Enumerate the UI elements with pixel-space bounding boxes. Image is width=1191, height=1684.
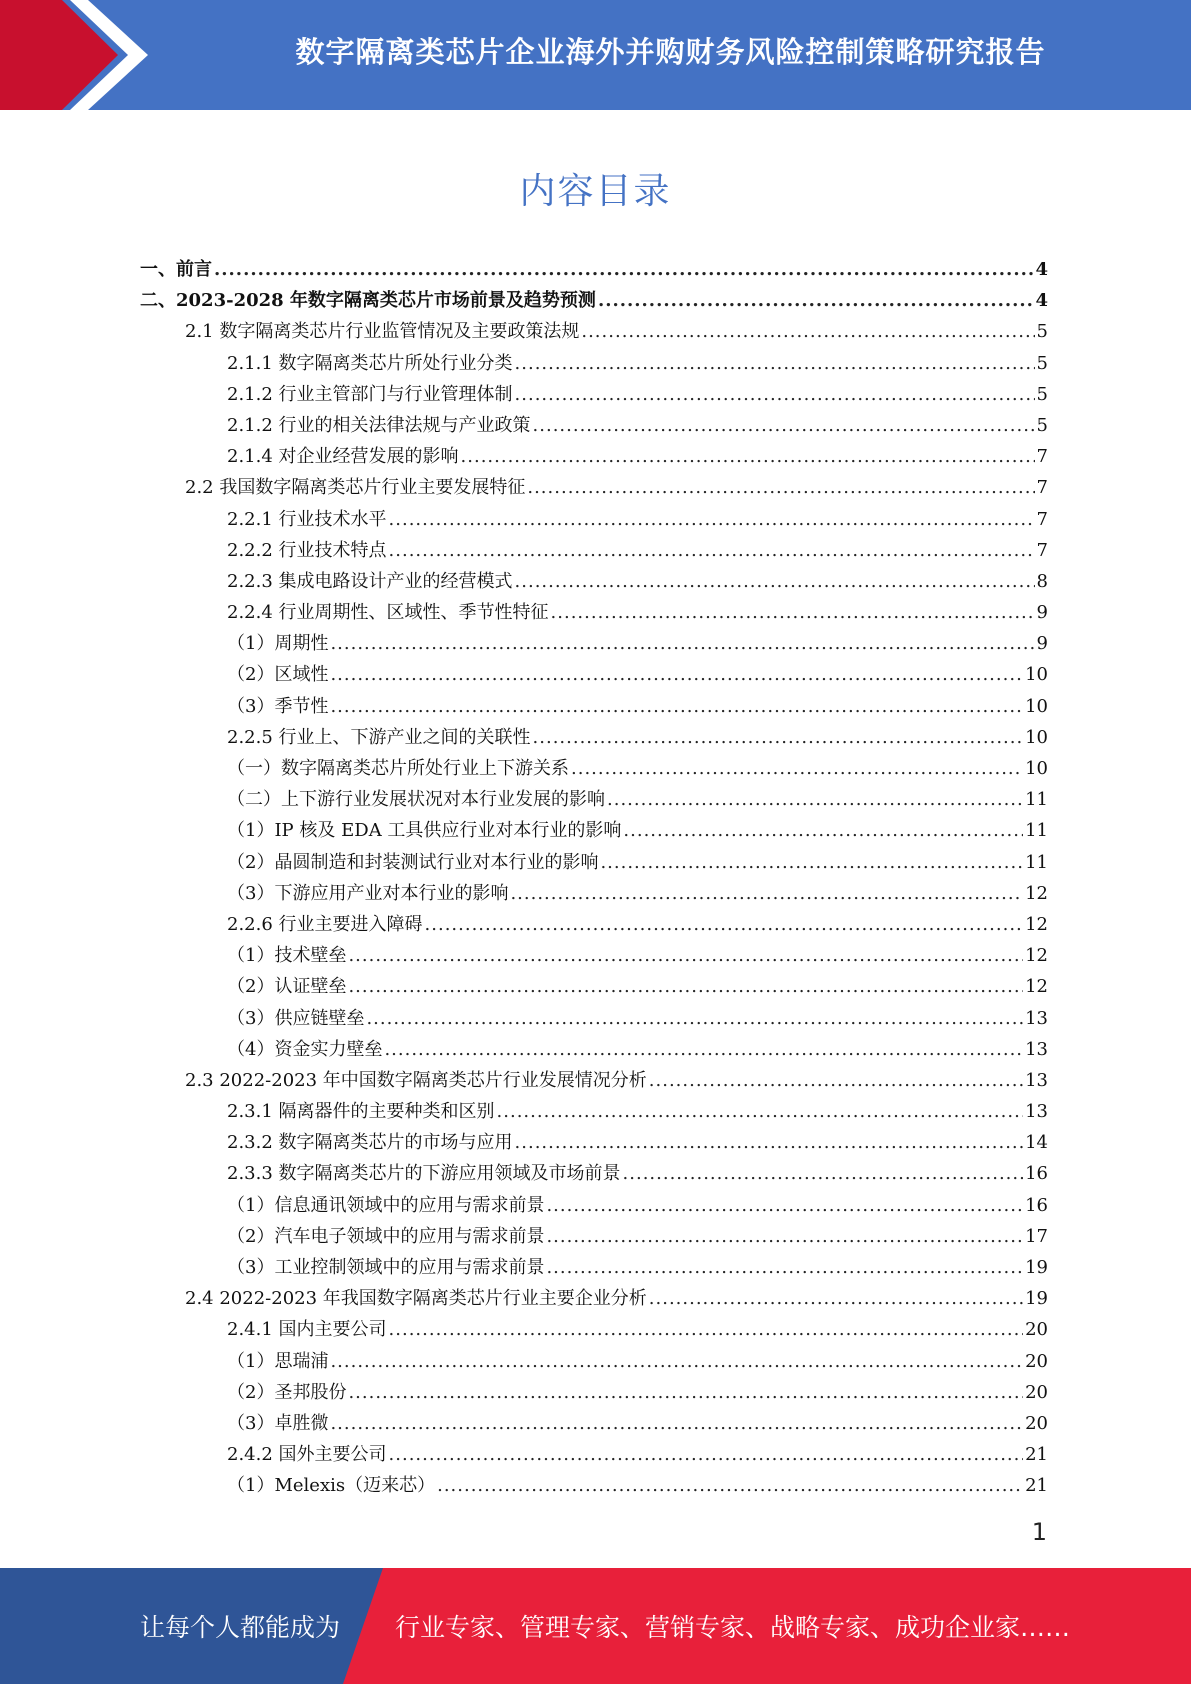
toc-entry-label: 2.1.1 数字隔离类芯片所处行业分类 — [227, 352, 513, 374]
page-number: 1 — [1031, 1518, 1047, 1546]
header-arrow-decoration — [0, 0, 160, 110]
toc-entry-label: 2.2.3 集成电路设计产业的经营模式 — [227, 570, 513, 592]
toc-entry-label: 2.1.4 对企业经营发展的影响 — [227, 446, 459, 468]
toc-entry-page: 7 — [1036, 446, 1048, 468]
toc-entry-label: （3）下游应用产业对本行业的影响 — [227, 882, 509, 904]
toc-entry-page: 9 — [1036, 633, 1048, 655]
toc-entry-label: 2.4.2 国外主要公司 — [227, 1444, 387, 1466]
toc-dot-leader — [546, 1190, 1023, 1221]
toc-entry[interactable] — [140, 1190, 1048, 1221]
toc-dot-leader — [649, 1065, 1023, 1096]
toc-dot-leader — [623, 815, 1023, 846]
toc-entry-label: （1）思瑞浦 — [227, 1350, 329, 1372]
toc-entry-page: 12 — [1025, 976, 1048, 998]
toc-entry-page: 8 — [1036, 570, 1048, 592]
toc-entry[interactable] — [140, 379, 1048, 410]
toc-dot-leader — [623, 1158, 1024, 1189]
toc-entry-label: （1）周期性 — [227, 633, 329, 655]
toc-entry[interactable] — [140, 878, 1048, 909]
toc-dot-leader — [551, 597, 1035, 628]
toc-entry[interactable] — [140, 1252, 1048, 1283]
toc-dot-leader — [348, 971, 1023, 1002]
toc-entry[interactable] — [140, 1439, 1048, 1470]
toc-dot-leader — [389, 504, 1035, 535]
toc-entry-label: 2.3.3 数字隔离类芯片的下游应用领域及市场前景 — [227, 1163, 621, 1185]
toc-entry[interactable] — [140, 1283, 1048, 1314]
toc-entry[interactable] — [140, 410, 1048, 441]
toc-entry-label: 2.4 2022-2023 年我国数字隔离类芯片行业主要企业分析 — [185, 1288, 647, 1310]
toc-entry-label: 2.1 数字隔离类芯片行业监管情况及主要政策法规 — [185, 321, 580, 343]
toc-entry[interactable] — [140, 1346, 1048, 1377]
toc-entry-label: 2.2.2 行业技术特点 — [227, 539, 387, 561]
toc-entry-label: 2.1.2 行业的相关法律法规与产业政策 — [227, 414, 531, 436]
toc-entry-page: 20 — [1025, 1381, 1048, 1403]
toc-entry-page: 5 — [1036, 383, 1048, 405]
toc-entry-page: 10 — [1025, 726, 1048, 748]
toc-entry-page: 11 — [1025, 789, 1048, 811]
toc-entry-label: （3）季节性 — [227, 695, 329, 717]
toc-entry-label: 2.2.4 行业周期性、区域性、季节性特征 — [227, 602, 549, 624]
toc-entry[interactable] — [140, 597, 1048, 628]
toc-dot-leader — [510, 878, 1023, 909]
toc-dot-leader — [515, 566, 1035, 597]
toc-entry-label: 2.4.1 国内主要公司 — [227, 1319, 387, 1341]
footer-slogan-left: 让每个人都能成为 — [140, 1613, 341, 1642]
toc-entry[interactable] — [140, 847, 1048, 878]
toc-dot-leader — [607, 784, 1023, 815]
toc-entry-label: 二、2023-2028 年数字隔离类芯片市场前景及趋势预测 — [140, 290, 596, 312]
toc-entry[interactable] — [140, 441, 1048, 472]
toc-dot-leader — [515, 379, 1035, 410]
toc-entry-label: （3）卓胜微 — [227, 1412, 329, 1434]
toc-entry-label: 2.1.2 行业主管部门与行业管理体制 — [227, 383, 513, 405]
toc-dot-leader — [330, 659, 1023, 690]
toc-dot-leader — [600, 847, 1023, 878]
toc-entry-page: 13 — [1025, 1101, 1048, 1123]
toc-entry-page: 13 — [1025, 1038, 1048, 1060]
toc-entry[interactable] — [140, 815, 1048, 846]
toc-dot-leader — [497, 1096, 1024, 1127]
toc-entry-page: 10 — [1025, 664, 1048, 686]
toc-entry[interactable] — [140, 1003, 1048, 1034]
toc-entry-page: 16 — [1025, 1163, 1048, 1185]
toc-dot-leader — [515, 348, 1035, 379]
toc-entry[interactable] — [140, 348, 1048, 379]
toc-dot-leader — [581, 316, 1034, 347]
toc-dot-leader — [527, 472, 1034, 503]
toc-entry-label: （2）区域性 — [227, 664, 329, 686]
toc-entry-page: 12 — [1025, 882, 1048, 904]
toc-entry[interactable] — [140, 1470, 1048, 1501]
toc-entry-page: 4 — [1035, 259, 1048, 280]
toc-dot-leader — [571, 753, 1023, 784]
toc-entry-page: 7 — [1036, 508, 1048, 530]
toc-entry-page: 11 — [1025, 820, 1048, 842]
toc-entry[interactable] — [140, 1377, 1048, 1408]
toc-entry-label: （4）资金实力壁垒 — [227, 1038, 383, 1060]
toc-entry-label: 一、前言 — [140, 259, 212, 280]
toc-entry[interactable] — [140, 659, 1048, 690]
toc-entry-label: 2.2 我国数字隔离类芯片行业主要发展特征 — [185, 477, 526, 499]
toc-entry[interactable] — [140, 472, 1048, 503]
report-title: 数字隔离类芯片企业海外并购财务风险控制策略研究报告 — [295, 34, 1046, 69]
toc-entry-page: 7 — [1036, 477, 1048, 499]
toc-dot-leader — [598, 285, 1034, 316]
toc-entry-label: （2）圣邦股份 — [227, 1381, 347, 1403]
toc-entry-label: （二）上下游行业发展状况对本行业发展的影响 — [227, 789, 605, 811]
toc-entry-label: 2.2.6 行业主要进入障碍 — [227, 913, 423, 935]
toc-entry-label: 2.2.5 行业上、下游产业之间的关联性 — [227, 726, 531, 748]
toc-entry-label: （3）供应链壁垒 — [227, 1007, 365, 1029]
toc-dot-leader — [533, 410, 1035, 441]
toc-dot-leader — [330, 628, 1034, 659]
toc-entry-page: 10 — [1025, 695, 1048, 717]
toc-dot-leader — [389, 1439, 1024, 1470]
toc-entry-label: 2.3.1 隔离器件的主要种类和区别 — [227, 1101, 495, 1123]
toc-entry-page: 21 — [1025, 1444, 1048, 1466]
toc-entry-page: 13 — [1025, 1069, 1048, 1091]
toc-dot-leader — [437, 1470, 1023, 1501]
toc-entry-label: 2.2.1 行业技术水平 — [227, 508, 387, 530]
toc-entry-page: 20 — [1025, 1319, 1048, 1341]
toc-entry[interactable] — [140, 753, 1048, 784]
toc-entry-label: 2.3.2 数字隔离类芯片的市场与应用 — [227, 1132, 513, 1154]
toc-entry[interactable] — [140, 1127, 1048, 1158]
toc-entry-page: 12 — [1025, 913, 1048, 935]
toc-dot-leader — [425, 909, 1024, 940]
toc-dot-leader — [515, 1127, 1024, 1158]
toc-entry[interactable] — [140, 971, 1048, 1002]
toc-entry[interactable] — [140, 628, 1048, 659]
toc-entry-label: （3）工业控制领域中的应用与需求前景 — [227, 1257, 545, 1278]
toc-entry-page: 16 — [1025, 1194, 1048, 1216]
toc-entry-label: （一）数字隔离类芯片所处行业上下游关系 — [227, 758, 569, 779]
toc-entry[interactable] — [140, 1408, 1048, 1439]
toc-dot-leader — [389, 1314, 1024, 1345]
toc-entry-page: 12 — [1025, 945, 1048, 967]
toc-dot-leader — [366, 1003, 1023, 1034]
toc-dot-leader — [214, 254, 1033, 285]
toc-dot-leader — [533, 722, 1024, 753]
toc-entry[interactable] — [140, 1034, 1048, 1065]
toc-entry-page: 11 — [1025, 851, 1048, 873]
footer-slogan-right: 行业专家、管理专家、营销专家、战略专家、成功企业家…… — [395, 1613, 1071, 1642]
toc-entry-label: 2.3 2022-2023 年中国数字隔离类芯片行业发展情况分析 — [185, 1069, 647, 1091]
toc-entry-page: 4 — [1035, 290, 1048, 312]
toc-entry-label: （2）认证壁垒 — [227, 976, 347, 998]
toc-entry[interactable] — [140, 909, 1048, 940]
toc-dot-leader — [546, 1221, 1023, 1252]
toc-entry-page: 7 — [1036, 539, 1048, 561]
toc-entry-page: 20 — [1025, 1350, 1048, 1372]
table-of-contents — [140, 254, 1048, 1502]
toc-dot-leader — [330, 1346, 1023, 1377]
toc-entry[interactable] — [140, 535, 1048, 566]
page-heading: 内容目录 — [519, 171, 672, 212]
toc-entry[interactable] — [140, 1096, 1048, 1127]
toc-entry[interactable] — [140, 504, 1048, 535]
toc-entry[interactable] — [140, 691, 1048, 722]
toc-entry[interactable] — [140, 940, 1048, 971]
footer-band — [0, 1568, 1191, 1684]
toc-entry-page: 21 — [1025, 1475, 1048, 1497]
toc-entry-label: （1）IP 核及 EDA 工具供应行业对本行业的影响 — [227, 820, 622, 842]
toc-entry[interactable] — [140, 566, 1048, 597]
toc-dot-leader — [384, 1034, 1023, 1065]
toc-entry-label: （1）Melexis（迈来芯） — [227, 1475, 436, 1497]
toc-entry-label: （1）信息通讯领域中的应用与需求前景 — [227, 1194, 545, 1216]
toc-entry-page: 5 — [1036, 321, 1048, 343]
toc-entry[interactable] — [140, 1065, 1048, 1096]
toc-entry[interactable] — [140, 722, 1048, 753]
toc-dot-leader — [330, 691, 1023, 722]
toc-entry-page: 5 — [1036, 414, 1048, 436]
toc-entry-page: 10 — [1025, 758, 1048, 779]
toc-entry-page: 5 — [1036, 352, 1048, 374]
toc-dot-leader — [546, 1252, 1023, 1283]
toc-entry[interactable] — [140, 316, 1048, 347]
toc-entry[interactable] — [140, 285, 1048, 316]
toc-dot-leader — [348, 940, 1023, 971]
toc-entry[interactable] — [140, 1158, 1048, 1189]
toc-entry-label: （2）汽车电子领域中的应用与需求前景 — [227, 1225, 545, 1247]
toc-entry-label: （2）晶圆制造和封装测试行业对本行业的影响 — [227, 851, 599, 873]
toc-entry-page: 20 — [1025, 1412, 1048, 1434]
toc-entry[interactable] — [140, 784, 1048, 815]
header-band — [0, 0, 1191, 110]
toc-entry[interactable] — [140, 254, 1048, 285]
toc-entry-page: 13 — [1025, 1007, 1048, 1029]
toc-entry-page: 17 — [1025, 1225, 1048, 1247]
toc-entry[interactable] — [140, 1221, 1048, 1252]
toc-dot-leader — [461, 441, 1035, 472]
toc-entry[interactable] — [140, 1314, 1048, 1345]
toc-entry-page: 19 — [1025, 1288, 1048, 1310]
toc-entry-page: 9 — [1036, 602, 1048, 624]
toc-dot-leader — [649, 1283, 1023, 1314]
toc-entry-page: 14 — [1025, 1132, 1048, 1154]
toc-dot-leader — [389, 535, 1035, 566]
toc-entry-label: （1）技术壁垒 — [227, 945, 347, 967]
toc-entry-page: 19 — [1025, 1257, 1048, 1278]
toc-dot-leader — [348, 1377, 1023, 1408]
toc-dot-leader — [330, 1408, 1023, 1439]
